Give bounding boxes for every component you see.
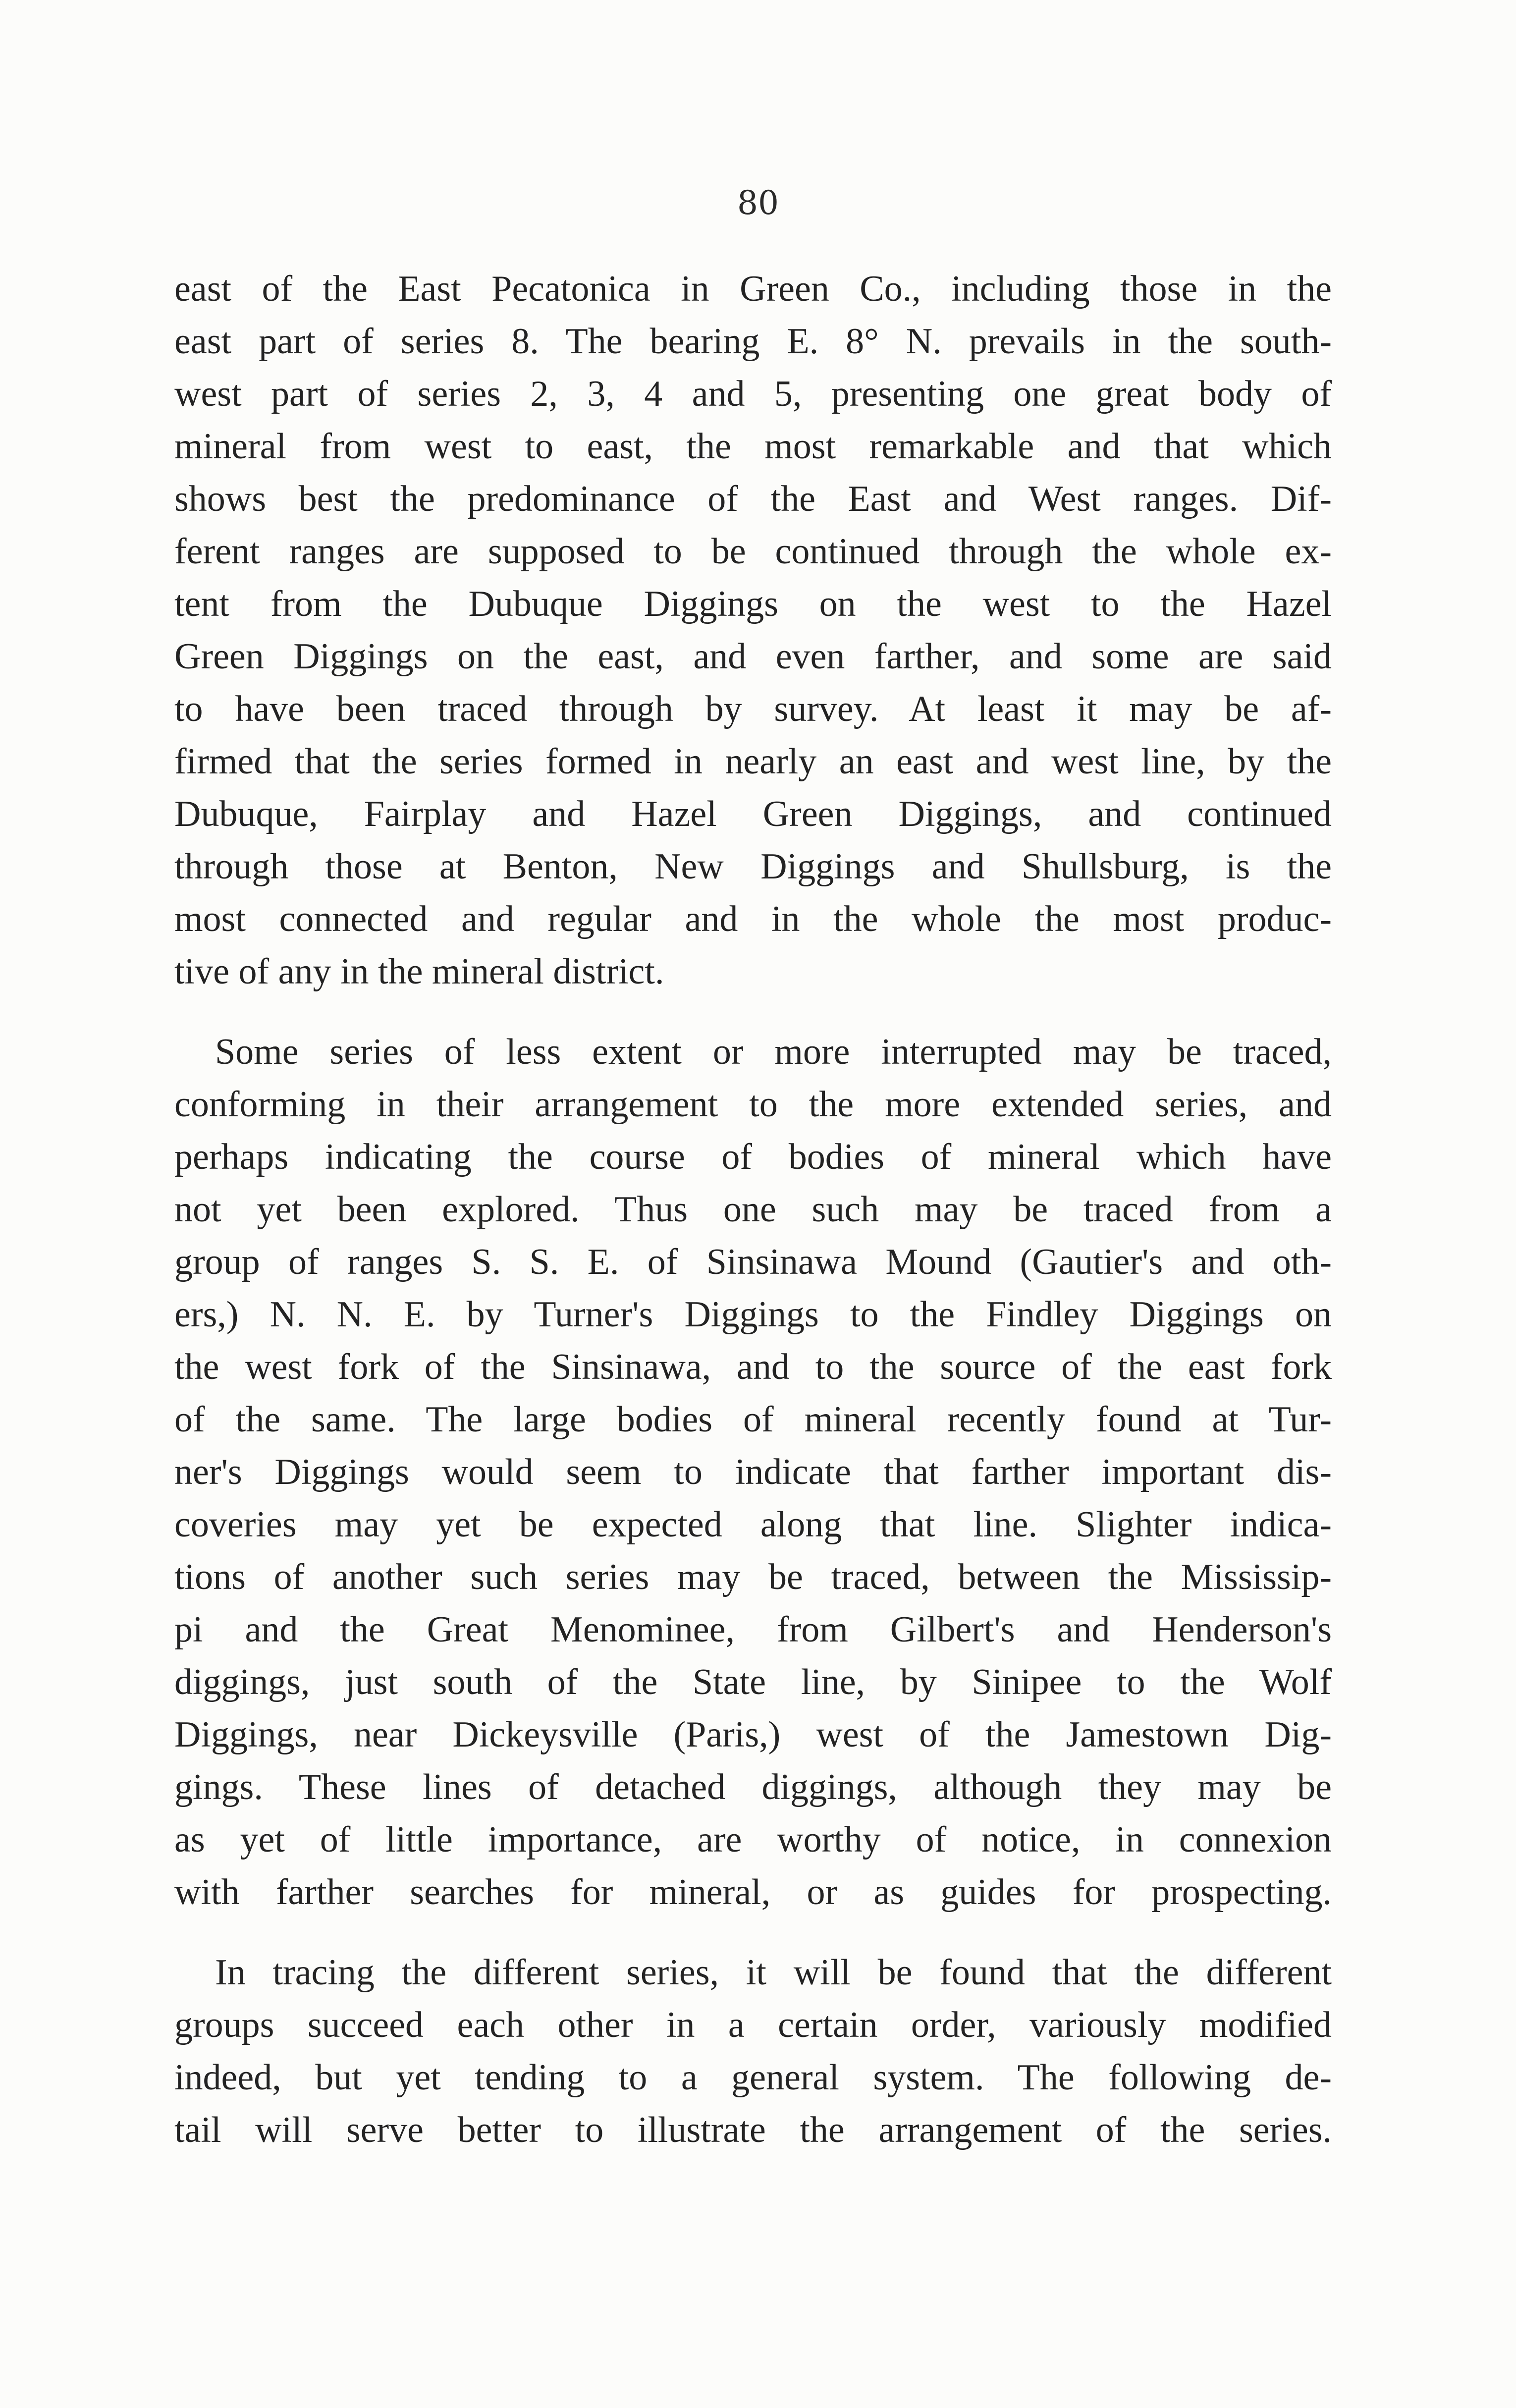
- text-line: not yet been explored. Thus one such may be traced from a: [174, 1189, 1332, 1230]
- text-line: through those at Benton, New Diggings and Shullsburg, is the: [174, 846, 1332, 887]
- text-line: shows best the predominance of the East and West ranges. Dif-: [174, 479, 1332, 519]
- text-line: coveries may yet be expected along that line. Slighter indica-: [174, 1504, 1332, 1545]
- paragraph-2: [174, 1026, 1332, 1918]
- text-line: ferent ranges are supposed to be continued through the whole ex-: [174, 531, 1332, 572]
- text-line: tions of another such series may be traced, between the Mississip-: [174, 1557, 1332, 1597]
- text-line: perhaps indicating the course of bodies of mineral which have: [174, 1137, 1332, 1177]
- text-line: ers,) N. N. E. by Turner's Diggings to the Findley Diggings on: [174, 1294, 1332, 1335]
- paragraph-spacer: [174, 1918, 1332, 1946]
- page-number: 80: [737, 184, 779, 222]
- text-line: diggings, just south of the State line, by Sinipee to the Wolf: [174, 1662, 1332, 1702]
- text-line: conforming in their arrangement to the more extended series, and: [174, 1084, 1332, 1125]
- text-line: pi and the Great Menominee, from Gilbert's and Henderson's: [174, 1609, 1332, 1650]
- text-line: tive of any in the mineral district.: [174, 951, 664, 992]
- text-line: Dubuque, Fairplay and Hazel Green Diggings, and continued: [174, 794, 1332, 834]
- text-line: indeed, but yet tending to a general system. The following de-: [174, 2057, 1332, 2098]
- text-line: ner's Diggings would seem to indicate that farther important dis-: [174, 1452, 1332, 1492]
- text-line: the west fork of the Sinsinawa, and to the source of the east fork: [174, 1347, 1332, 1387]
- text-line: Diggings, near Dickeysville (Paris,) west of the Jamestown Dig-: [174, 1714, 1332, 1755]
- text-line: of the same. The large bodies of mineral recently found at Tur-: [174, 1399, 1332, 1440]
- body-text: [174, 263, 1332, 2156]
- text-line: east part of series 8. The bearing E. 8° N. prevails in the south-: [174, 321, 1332, 362]
- text-line: tail will serve better to illustrate the arrangement of the series.: [174, 2110, 1332, 2150]
- text-line: to have been traced through by survey. At least it may be af-: [174, 689, 1332, 729]
- text-line: with farther searches for mineral, or as guides for prospecting.: [174, 1872, 1332, 1913]
- text-line: firmed that the series formed in nearly an east and west line, by the: [174, 741, 1332, 782]
- text-line: tent from the Dubuque Diggings on the west to the Hazel: [174, 584, 1332, 624]
- text-line: gings. These lines of detached diggings, although they may be: [174, 1767, 1332, 1807]
- text-line: group of ranges S. S. E. of Sinsinawa Mound (Gautier's and oth-: [174, 1242, 1332, 1282]
- text-line: mineral from west to east, the most remarkable and that which: [174, 426, 1332, 467]
- text-line: east of the East Pecatonica in Green Co., including those in the: [174, 269, 1332, 309]
- text-line: as yet of little importance, are worthy of notice, in connexion: [174, 1819, 1332, 1860]
- paragraph-3: [174, 1946, 1332, 2156]
- paragraph-spacer: [174, 998, 1332, 1026]
- text-line: groups succeed each other in a certain order, variously modified: [174, 2005, 1332, 2045]
- text-line: most connected and regular and in the whole the most produc-: [174, 899, 1332, 939]
- paragraph-1: [174, 263, 1332, 998]
- text-line: In tracing the different series, it will be found that the different: [215, 1952, 1332, 1993]
- text-line: Green Diggings on the east, and even farther, and some are said: [174, 636, 1332, 677]
- text-line: Some series of less extent or more interrupted may be traced,: [215, 1032, 1332, 1072]
- text-line: west part of series 2, 3, 4 and 5, presenting one great body of: [174, 374, 1332, 414]
